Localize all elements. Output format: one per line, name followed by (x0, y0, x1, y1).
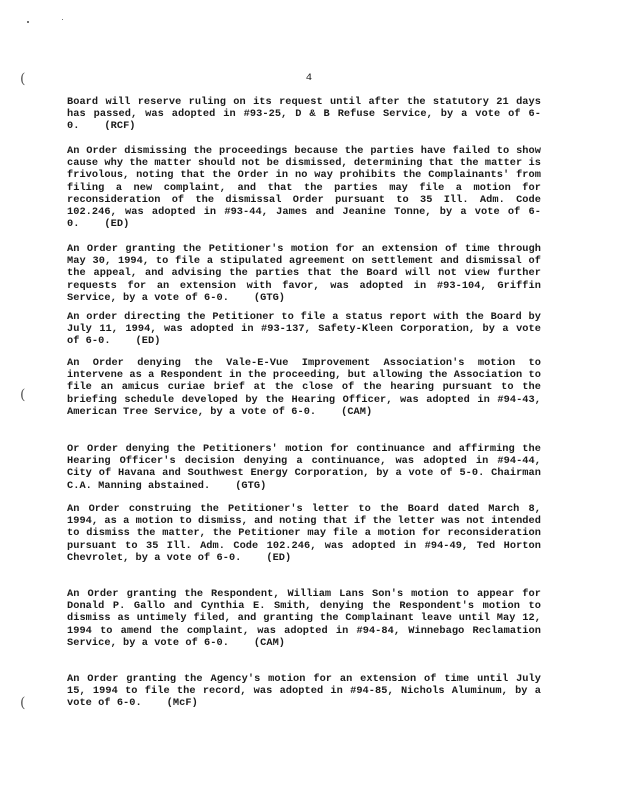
paragraph-text: An Order dismissing the proceedings because the parties have failed to show cause why the matter should not be dismissed, determining that the matter is frivolous, noting that the Order in no way prohibits the Complainants' from filing a new complaint, and that the parties may file a motion for reconsideration of the dismissal Order pursuant to 35 Ill. Adm. Code 102.246, was adopted in #93-44, James and Jeanine Tonne, by a vote of 6-0. (67, 145, 541, 231)
punch-hole-mark: ( (20, 71, 26, 87)
commissioner-tag: (CAM) (253, 636, 286, 649)
paragraph-text: An Order granting the Agency's motion for an extension of time until July 15, 1994 to file the record, was adopted in #94-85, Nichols Aluminum, by a vote of 6-0. (67, 673, 541, 710)
commissioner-tag: (CAM) (341, 405, 373, 418)
commissioner-tag: (ED) (104, 218, 130, 231)
commissioner-tag: (ED) (266, 551, 292, 564)
scan-speck (27, 21, 29, 23)
commissioner-tag: (ED) (135, 335, 161, 348)
paragraph-text: An Order denying the Vale-E-Vue Improvement Association's motion to intervene as a Respondent in the proceeding, but allowing the Association to file an amicus curiae brief at the close of the hearing pursuant to the briefing schedule developed by the Hearing Officer, was adopted in #94-43, American Tree Service, by a vote of 6-0. (67, 357, 541, 418)
minutes-paragraph (67, 503, 541, 564)
paragraph-text: Board will reserve ruling on its request until after the statutory 21 days has passed, was adopted in #93-25, D & B Refuse Service, by a vote of 6-0. (67, 96, 541, 133)
minutes-paragraph (67, 443, 541, 492)
commissioner-tag: (RCF) (104, 120, 136, 133)
minutes-paragraph (67, 243, 541, 304)
punch-hole-mark: ( (20, 695, 26, 711)
minutes-paragraph (67, 311, 541, 348)
commissioner-tag: (GTG) (253, 291, 286, 304)
minutes-paragraph (67, 96, 541, 133)
punch-hole-mark: ( (20, 387, 26, 403)
commissioner-tag: (McF) (166, 697, 198, 710)
minutes-paragraph (67, 588, 541, 649)
paragraph-text: An Order granting the Respondent, William Lans Son's motion to appear for Donald P. Gallo and Cynthia E. Smith, denying the Respondent's motion to dismiss as untimely filed, and granting the Complainant leave until May 12, 1994 to amend the complaint, was adopted in #94-84, Winnebago Reclamation Service, by a vote of 6-0. (67, 588, 541, 649)
page-number: 4 (305, 72, 313, 84)
paragraph-text: An order directing the Petitioner to file a status report with the Board by July 11, 1994, was adopted in #93-137, Safety-Kleen Corporation, by a vote of 6-0. (67, 311, 541, 348)
scan-speck (62, 19, 63, 20)
minutes-paragraph (67, 145, 541, 230)
minutes-paragraph (67, 673, 541, 710)
paragraph-text: Or Order denying the Petitioners' motion for continuance and affirming the Hearing Officer's decision denying a continuance, was adopted in #94-44, City of Havana and Southwest Energy Corporation, by a vote of 5-0. Chairman C.A. Manning abstained. (67, 443, 541, 492)
paragraph-text: An Order granting the Petitioner's motion for an extension of time through May 30, 1994, to file a stipulated agreement on settlement and dismissal of the appeal, and advising the parties that the Board will not view further requests for an extension with favor, was adopted in #93-104, Griffin Service, by a vote of 6-0. (67, 243, 541, 304)
commissioner-tag: (GTG) (235, 479, 267, 492)
paragraph-text: An Order construing the Petitioner's letter to the Board dated March 8, 1994, as a motion to dismiss, and noting that if the letter was not intended to dismiss the matter, the Petitioner may file a motion for reconsideration pursuant to 35 Ill. Adm. Code 102.246, was adopted in #94-49, Ted Horton Chevrolet, by a vote of 6-0. (67, 503, 541, 564)
minutes-paragraph (67, 357, 541, 418)
